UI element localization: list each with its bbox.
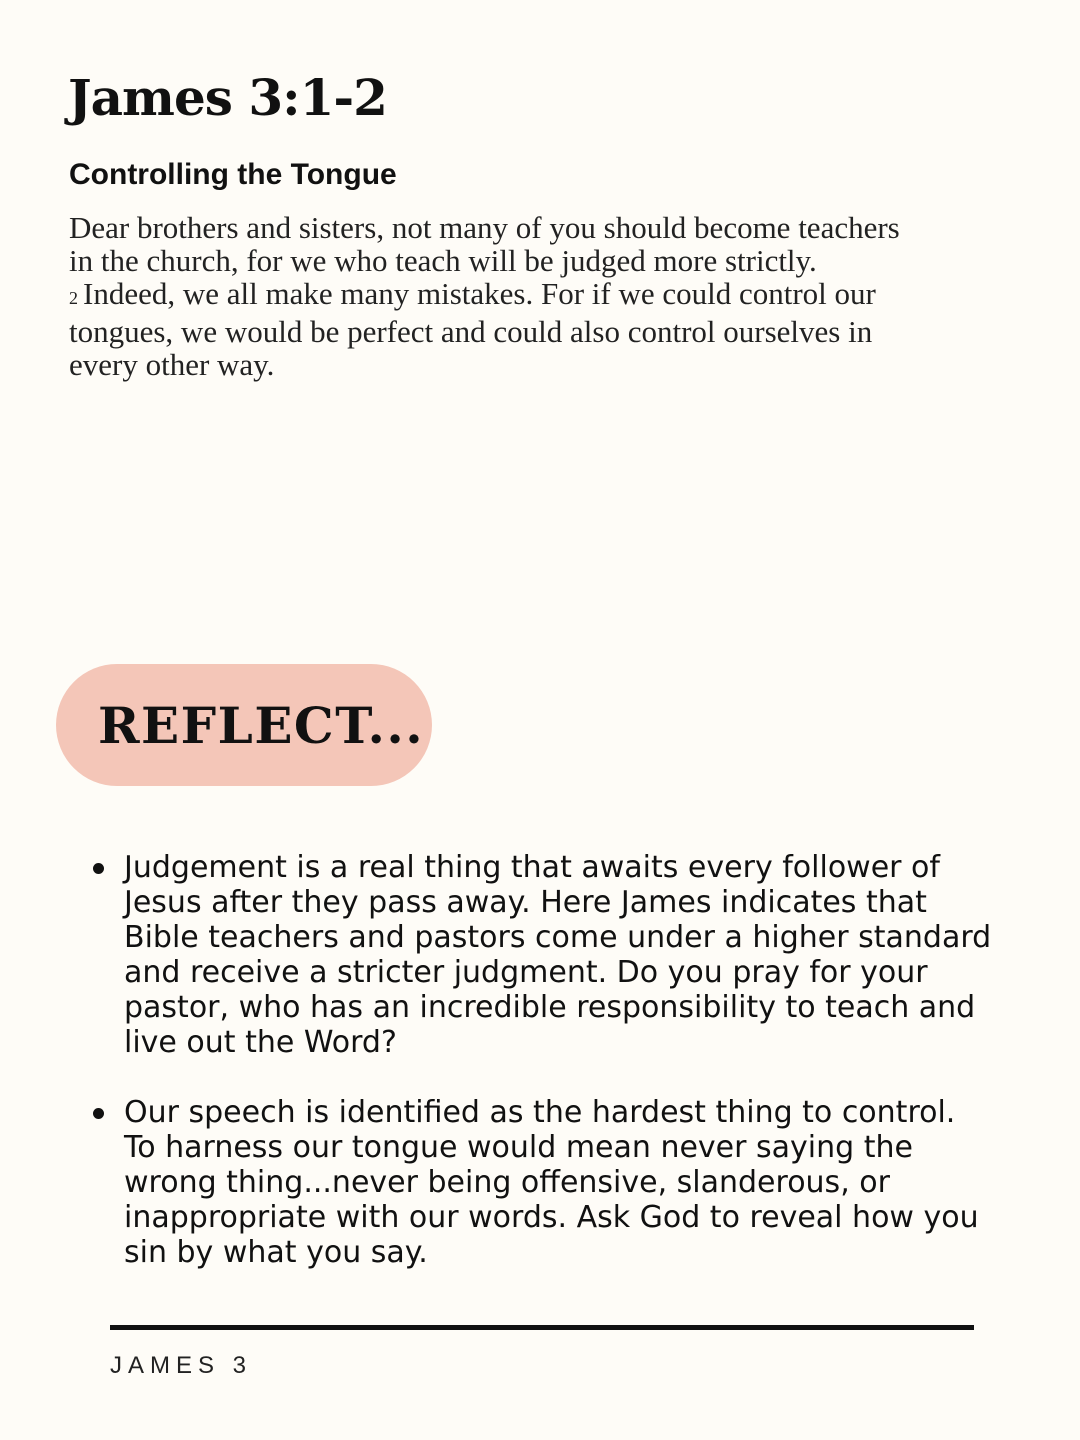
list-item-line: Judgement is a real thing that awaits every follower of xyxy=(124,850,940,885)
scripture-line: every other way. xyxy=(69,347,275,382)
bullet-icon xyxy=(93,863,104,874)
list-item-line: live out the Word? xyxy=(124,1025,397,1060)
list-item-line: wrong thing...never being offensive, slanderous, or xyxy=(124,1165,890,1200)
list-item-line: pastor, who has an incredible responsibility to teach and xyxy=(124,990,976,1025)
scripture-line-text: Indeed, we all make many mistakes. For if we could control our xyxy=(83,276,876,311)
list-item xyxy=(124,850,1024,1060)
section-subtitle: Controlling the Tongue xyxy=(69,158,397,191)
reflect-label: REFLECT... xyxy=(98,695,425,755)
reflection-list xyxy=(124,850,1024,1270)
footer-label: JAMES 3 xyxy=(110,1352,253,1379)
list-item-line: Bible teachers and pastors come under a higher standard xyxy=(124,920,992,955)
scripture-line: Dear brothers and sisters, not many of you should become teachers xyxy=(69,210,900,245)
list-item-line: inappropriate with our words. Ask God to reveal how you xyxy=(124,1200,979,1235)
list-item-line: and receive a stricter judgment. Do you pray for your xyxy=(124,955,928,990)
verse-number: 2 xyxy=(69,288,78,308)
bullet-icon xyxy=(93,1108,104,1119)
list-item xyxy=(124,1095,1024,1270)
footer-divider xyxy=(110,1325,974,1330)
list-item-line: Jesus after they pass away. Here James indicates that xyxy=(124,885,927,920)
reflect-badge xyxy=(56,664,432,786)
scripture-passage xyxy=(69,211,1019,381)
list-item-line: Our speech is identified as the hardest thing to control. xyxy=(124,1095,956,1130)
list-item-line: sin by what you say. xyxy=(124,1235,428,1270)
list-item-line: To harness our tongue would mean never saying the xyxy=(124,1130,913,1165)
page-title: James 3:1-2 xyxy=(68,68,387,127)
scripture-line: in the church, for we who teach will be judged more strictly. xyxy=(69,243,817,278)
scripture-line: tongues, we would be perfect and could also control ourselves in xyxy=(69,314,873,349)
scripture-line xyxy=(69,277,1019,315)
